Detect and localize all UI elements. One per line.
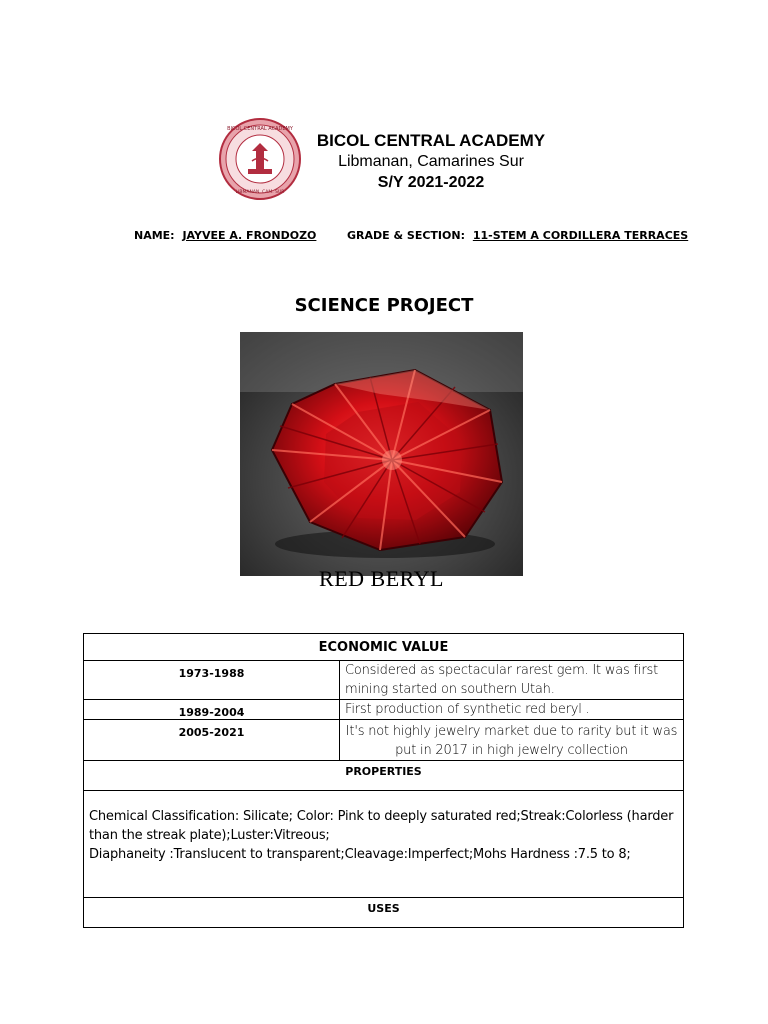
school-name: BICOL CENTRAL ACADEMY <box>316 131 546 150</box>
table-row <box>84 661 684 700</box>
economic-description: It's not highly jewelry market due to rarity but it was put in 2017 in high jewelry collection <box>340 720 684 761</box>
name-label: NAME: <box>134 229 175 242</box>
table-row <box>84 700 684 720</box>
year-range: 2005-2021 <box>84 720 340 761</box>
economic-description: First production of synthetic red beryl . <box>340 700 684 720</box>
red-beryl-photo <box>240 332 523 576</box>
school-location: Libmanan, Camarines Sur <box>338 153 524 170</box>
year-range: 1973-1988 <box>84 661 340 700</box>
grade-label: GRADE & SECTION: <box>347 229 465 242</box>
svg-text:BICOL CENTRAL ACADEMY: BICOL CENTRAL ACADEMY <box>227 126 293 132</box>
grade-section-line <box>347 229 692 242</box>
table-row <box>84 720 684 761</box>
gem-info-table <box>83 633 684 928</box>
properties-line-2: Diaphaneity :Translucent to transparent;Cleavage:Imperfect;Mohs Hardness :7.5 to 8; <box>89 847 631 862</box>
properties-header: PROPERTIES <box>84 761 684 791</box>
properties-line-1: Chemical Classification: Silicate; Color: Pink to deeply saturated red;Streak:Colorless (harder than the streak plate);Luster:Vitreous; <box>89 809 674 843</box>
school-year: S/Y 2021-2022 <box>377 174 485 191</box>
school-seal-logo <box>218 117 302 201</box>
uses-header: USES <box>84 898 684 928</box>
year-range: 1989-2004 <box>84 700 340 720</box>
school-header <box>300 130 562 193</box>
grade-value: 11-STEM A CORDILLERA TERRACES <box>472 229 689 242</box>
name-value: JAYVEE A. FRONDOZO <box>182 229 317 242</box>
gem-name: RED BERYL <box>319 566 444 591</box>
economic-description: Considered as spectacular rarest gem. It was first mining started on southern Utah. <box>340 661 684 700</box>
economic-value-header: ECONOMIC VALUE <box>84 634 684 661</box>
properties-text <box>84 791 684 898</box>
student-name-line <box>134 229 320 242</box>
project-title: SCIENCE PROJECT <box>294 295 474 316</box>
svg-text:LIBMANAN, CAM. SUR: LIBMANAN, CAM. SUR <box>235 190 285 195</box>
